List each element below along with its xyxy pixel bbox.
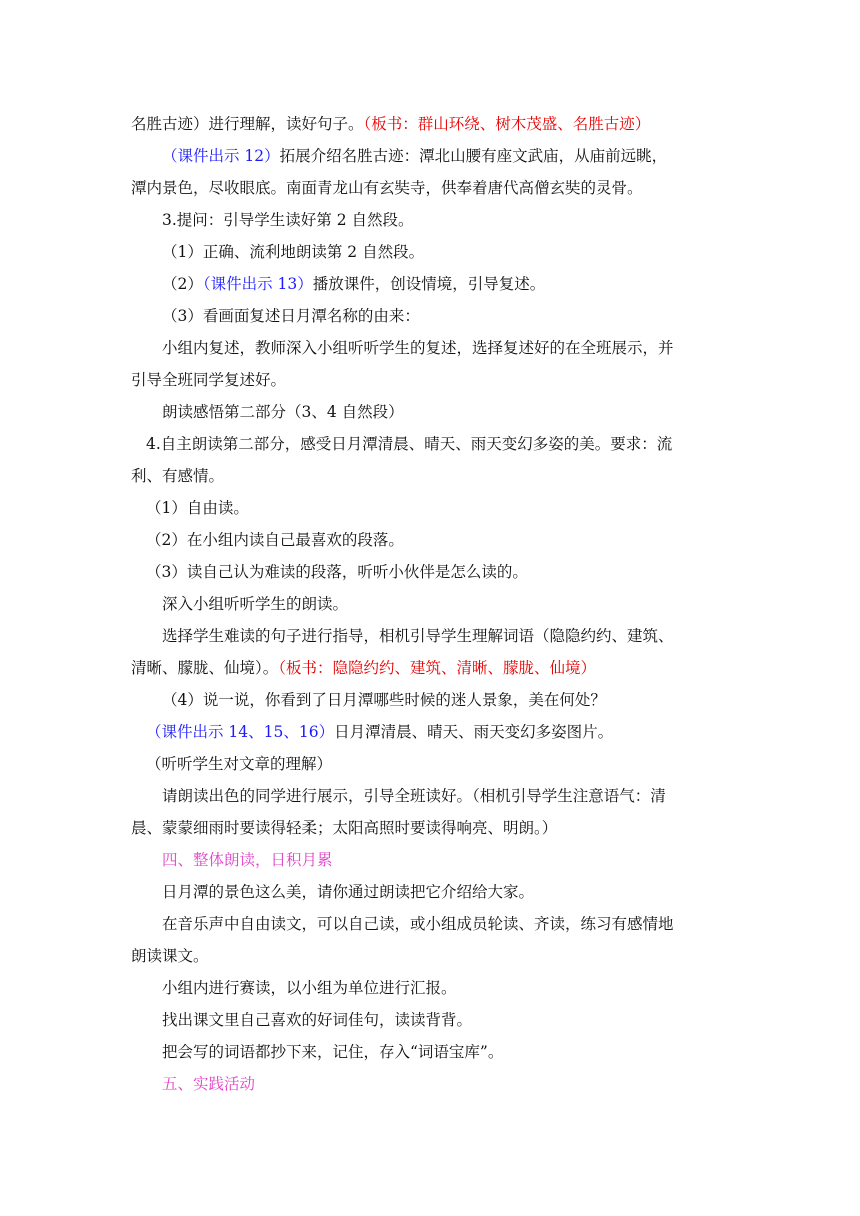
- body-text: 日月潭清晨、晴天、雨天变幻多姿图片。: [334, 723, 614, 741]
- text-line-4: [162, 210, 414, 230]
- body-text: 利、有感情。: [131, 467, 225, 485]
- text-line-20: [146, 722, 613, 742]
- blackboard-note: （板书：群山环绕、树木茂盛、名胜古迹）: [363, 115, 651, 133]
- text-line-16: [162, 594, 348, 614]
- body-text: 引导全班同学复述好。: [131, 371, 287, 389]
- text-line-22: [162, 786, 666, 806]
- text-line-12: [131, 466, 224, 486]
- section-heading-4: [162, 850, 333, 870]
- courseware-note: （课件出示 13）: [202, 275, 313, 293]
- body-text: 播放课件，创设情境，引导复述。: [312, 275, 546, 293]
- text-line-29: [162, 1010, 472, 1030]
- text-line-21: [146, 754, 332, 774]
- text-line-9: [131, 370, 286, 390]
- body-text: 找出课文里自己喜欢的好词佳句，读读背背。: [162, 1011, 473, 1029]
- text-line-26: [162, 914, 674, 934]
- body-text: 日月潭的景色这么美，请你通过朗读把它介绍给大家。: [162, 883, 535, 901]
- text-line-5: [162, 242, 424, 262]
- text-line-27: [131, 946, 209, 966]
- text-line-8: [162, 338, 674, 358]
- body-text: （2）: [162, 275, 203, 293]
- text-line-30: [162, 1042, 503, 1062]
- body-text: 晨、蒙蒙细雨时要读得轻柔；太阳高照时要读得响亮、明朗。）: [131, 819, 558, 837]
- text-line-19: [162, 690, 606, 710]
- text-line-14: [146, 530, 404, 550]
- body-text: 选择学生难读的句子进行指导，相机引导学生理解词语（隐隐约约、建筑、: [162, 627, 674, 645]
- text-line-13: [146, 498, 249, 518]
- body-text: 深入小组听听学生的朗读。: [162, 595, 349, 613]
- text-line-6: [162, 274, 545, 294]
- text-line-17: [162, 626, 674, 646]
- blackboard-note: （板书：隐隐约约、建筑、清晰、朦胧、仙境）: [278, 659, 597, 677]
- body-text: 潭内景色，尽收眼底。南面青龙山有玄奘寺，供奉着唐代高僧玄奘的灵骨。: [131, 179, 643, 197]
- body-text: 4.自主朗读第二部分，感受日月潭清晨、晴天、雨天变幻多姿的美。要求：流: [146, 435, 673, 453]
- body-text: （3）看画面复述日月潭名称的由来：: [162, 307, 420, 325]
- body-text: （听听学生对文章的理解）: [146, 755, 333, 773]
- text-line-2: [162, 146, 667, 166]
- body-text: 拓展介绍名胜古迹：潭北山腰有座文武庙，从庙前远眺，: [279, 147, 668, 165]
- text-line-23: [131, 818, 557, 838]
- text-line-28: [162, 978, 457, 998]
- courseware-note: （课件出示 12）: [162, 147, 280, 165]
- body-text: 把会写的词语都抄下来，记住，存入“词语宝库”。: [162, 1043, 504, 1061]
- body-text: 小组内复述，教师深入小组听听学生的复述，选择复述好的在全班展示，并: [162, 339, 674, 357]
- body-text: 清晰、朦胧、仙境）。: [131, 659, 279, 677]
- body-text: 请朗读出色的同学进行展示，引导全班读好。（相机引导学生注意语气：清: [162, 787, 666, 805]
- body-text: （1）自由读。: [146, 499, 249, 517]
- body-text: （3）读自己认为难读的段落，听听小伙伴是怎么读的。: [146, 563, 528, 581]
- text-line-18: [131, 658, 596, 678]
- text-line-3: [131, 178, 643, 198]
- text-line-15: [146, 562, 528, 582]
- text-line-7: [162, 306, 420, 326]
- body-text: 小组内进行赛读，以小组为单位进行汇报。: [162, 979, 457, 997]
- section-heading-5: [162, 1074, 255, 1094]
- body-text: 3.提问：引导学生读好第 2 自然段。: [162, 211, 414, 229]
- text-line-11: [146, 434, 672, 454]
- body-text: （1）正确、流利地朗读第 2 自然段。: [162, 243, 425, 261]
- body-text: 名胜古迹）进行理解，读好句子。: [131, 115, 364, 133]
- body-text: （2）在小组内读自己最喜欢的段落。: [146, 531, 404, 549]
- body-text: 朗读感悟第二部分（3、4 自然段）: [162, 403, 404, 421]
- body-text: 在音乐声中自由读文，可以自己读，或小组成员轮读、齐读，练习有感情地: [162, 915, 674, 933]
- text-line-1: [131, 114, 650, 134]
- section-heading-text: 四、整体朗读，日积月累: [162, 851, 333, 869]
- section-heading-text: 五、实践活动: [162, 1075, 256, 1093]
- text-line-10: [162, 402, 404, 422]
- text-line-25: [162, 882, 534, 902]
- body-text: （4）说一说，你看到了日月潭哪些时候的迷人景象，美在何处？: [162, 691, 606, 709]
- courseware-note: （课件出示 14、15、16）: [146, 723, 335, 741]
- body-text: 朗读课文。: [131, 947, 209, 965]
